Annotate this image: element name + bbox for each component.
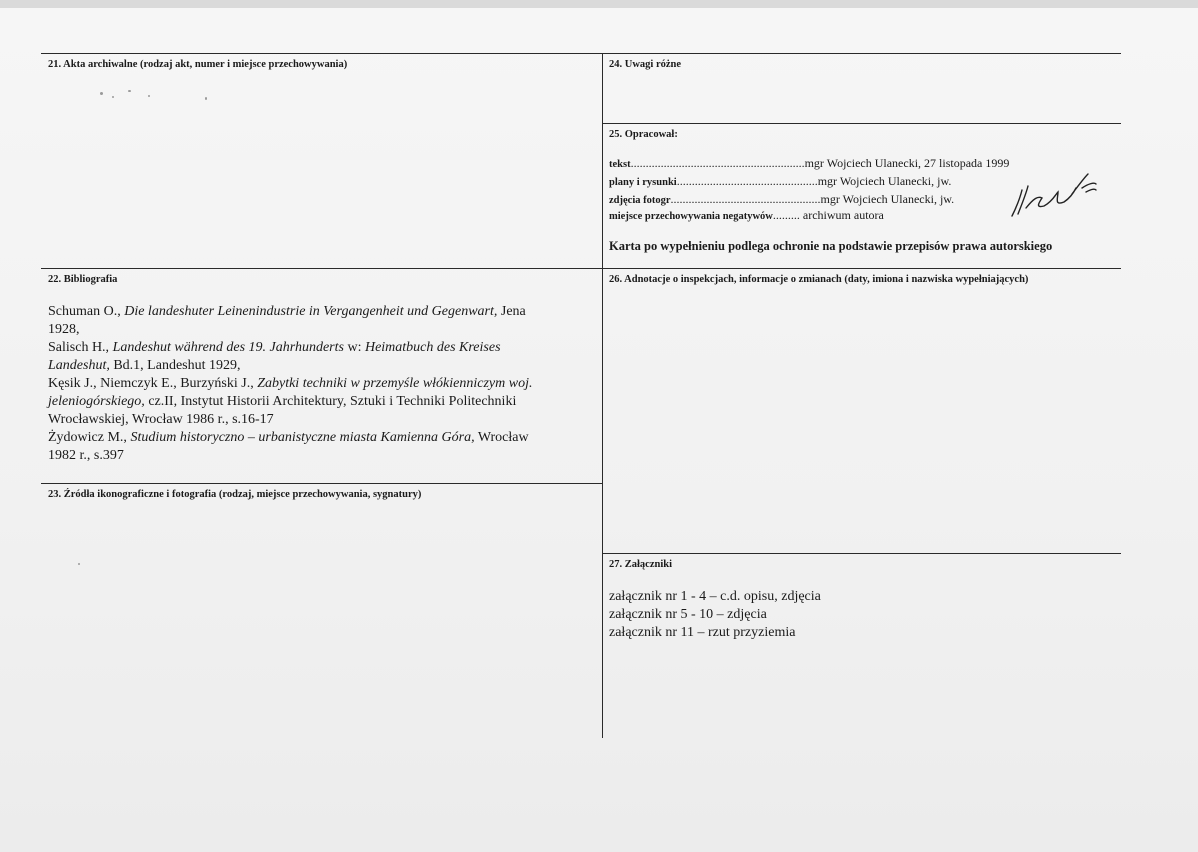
rule-center bbox=[602, 53, 603, 738]
rule-middle bbox=[41, 268, 1121, 269]
section-25-title: 25. Opracował: bbox=[609, 129, 678, 140]
author-row-negatives: miejsce przechowywania negatywów......... archiwum autora bbox=[609, 208, 884, 222]
scan-speck bbox=[78, 563, 80, 565]
attachments-list bbox=[609, 588, 821, 642]
rule-s25-top bbox=[602, 123, 1121, 124]
attachment-item: załącznik nr 11 – rzut przyziemia bbox=[609, 625, 796, 640]
scan-speck bbox=[205, 97, 207, 100]
section-23-title: 23. Źródła ikonograficzne i fotografia (rodzaj, miejsce przechowywania, sygnatury) bbox=[48, 489, 422, 500]
scan-speck bbox=[100, 92, 103, 95]
section-27-title: 27. Załączniki bbox=[609, 559, 673, 570]
handwritten-signature bbox=[1008, 168, 1100, 220]
bibliography-entry: Salisch H., Landeshut während des 19. Jahrhunderts w: Heimatbuch des Kreises bbox=[48, 340, 501, 355]
bibliography-entry: Żydowicz M., Studium historyczno – urbanistyczne miasta Kamienna Góra, Wrocław bbox=[48, 430, 529, 445]
rule-s23-top bbox=[41, 483, 602, 484]
attachment-item: załącznik nr 1 - 4 – c.d. opisu, zdjęcia bbox=[609, 589, 821, 604]
author-row-photos: zdjęcia fotogr..................................................mgr Wojciech Ulanecki, jw. bbox=[609, 192, 955, 206]
bibliography-entry-cont: Wrocławskiej, Wrocław 1986 r., s.16-17 bbox=[48, 412, 274, 427]
author-row-text: tekst..........................................................mgr Wojciech Ulanecki, 27 listopada 1999 bbox=[609, 156, 1010, 170]
bibliography-entry-cont: jeleniogórskiego, cz.II, Instytut Historii Architektury, Sztuki i Techniki Politechniki bbox=[48, 394, 517, 409]
section-22-title: 22. Bibliografia bbox=[48, 274, 118, 285]
section-26-title: 26. Adnotacje o inspekcjach, informacje o zmianach (daty, imiona i nazwiska wypełniających) bbox=[609, 274, 1029, 285]
rule-s27-top bbox=[602, 553, 1121, 554]
attachment-item: załącznik nr 5 - 10 – zdjęcia bbox=[609, 607, 767, 622]
bibliography-entry-cont: 1928, bbox=[48, 322, 80, 337]
bibliography-entry-cont: 1982 r., s.397 bbox=[48, 448, 124, 463]
section-21-title: 21. Akta archiwalne (rodzaj akt, numer i miejsce przechowywania) bbox=[48, 59, 348, 70]
bibliography-entry: Schuman O., Die landeshuter Leinenindustrie in Vergangenheit und Gegenwart, Jena bbox=[48, 304, 526, 319]
bibliography-entry: Kęsik J., Niemczyk E., Burzyński J., Zabytki techniki w przemyśle włókienniczym woj. bbox=[48, 376, 533, 391]
scan-speck bbox=[112, 96, 114, 98]
scan-top-edge bbox=[0, 0, 1198, 8]
copyright-notice: Karta po wypełnieniu podlega ochronie na podstawie przepisów prawa autorskiego bbox=[609, 239, 1053, 253]
rule-top bbox=[41, 53, 1121, 54]
scan-speck bbox=[148, 95, 150, 97]
scan-speck bbox=[128, 90, 131, 92]
bibliography-entry-cont: Landeshut, Bd.1, Landeshut 1929, bbox=[48, 358, 241, 373]
bibliography-list bbox=[48, 303, 593, 465]
section-24-title: 24. Uwagi różne bbox=[609, 59, 682, 70]
author-row-plans: plany i rysunki...............................................mgr Wojciech Ulanecki, jw. bbox=[609, 174, 952, 188]
